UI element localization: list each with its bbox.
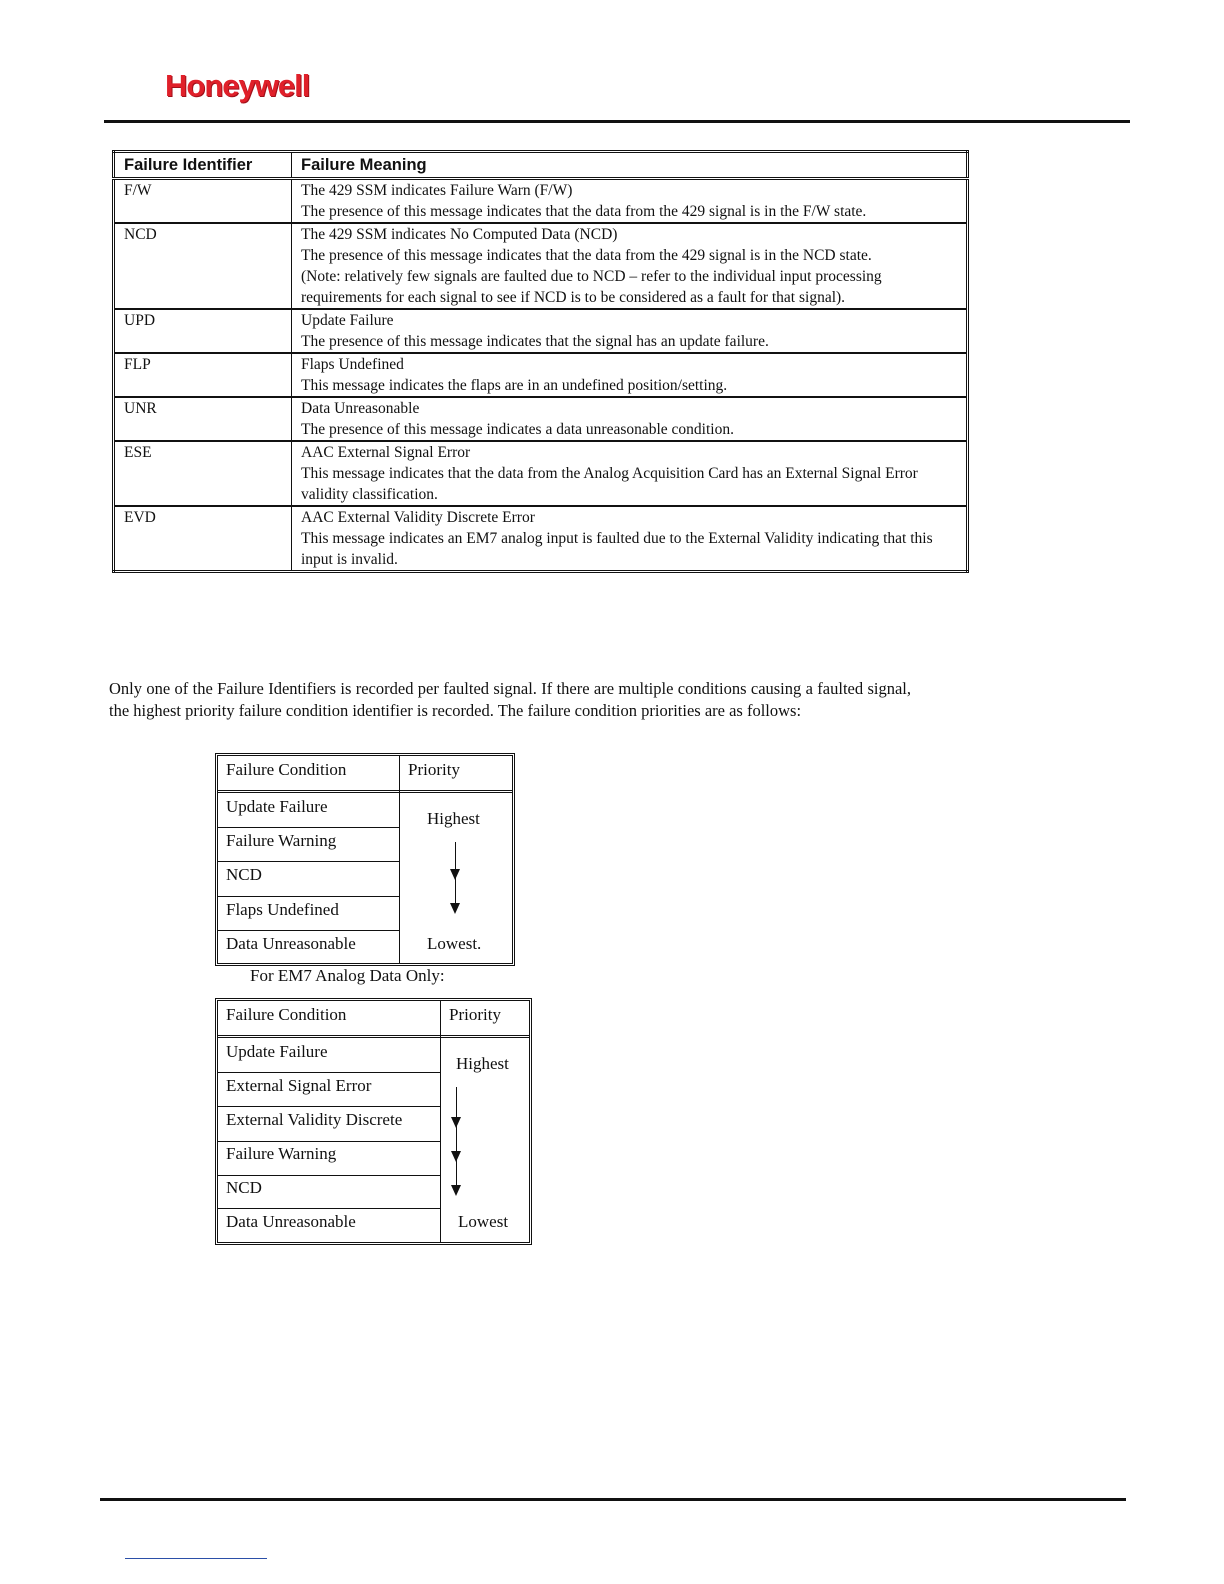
table-row (114, 179, 968, 224)
condition-cell: Data Unreasonable (226, 934, 356, 953)
failure-meaning-cell (292, 353, 968, 397)
em7-caption: For EM7 Analog Data Only: (250, 966, 445, 985)
failure-id-cell: UPD (114, 309, 292, 353)
condition-cell: Flaps Undefined (226, 900, 339, 919)
column-header-priority: Priority (408, 760, 460, 779)
footnote-separator (125, 1558, 267, 1559)
column-header-failure-condition: Failure Condition (226, 1005, 347, 1024)
meaning-line: The presence of this message indicates that the signal has an update failure. (301, 333, 769, 350)
table-row (114, 397, 968, 441)
failure-id-cell: FLP (114, 353, 292, 397)
priority-arrow (456, 1087, 457, 1187)
meaning-line: The presence of this message indicates that the data from the 429 signal is in the F/W state. (301, 203, 867, 220)
table-row (114, 309, 968, 353)
meaning-note: (Note: relatively few signals are faulted due to NCD – refer to the individual input processing requirements for each signal to see if NCD is to be considered as a fault for that signal). (301, 268, 882, 306)
table-row (114, 223, 968, 309)
priority-lowest-label: Lowest. (427, 934, 482, 953)
condition-cell: NCD (226, 865, 262, 884)
failure-identifier-table (112, 150, 969, 573)
failure-meaning-cell (292, 309, 968, 353)
priority-highest-label: Highest (456, 1054, 509, 1073)
condition-cell: External Validity Discrete (226, 1110, 403, 1129)
column-header-meaning: Failure Meaning (292, 152, 968, 179)
header-rule (104, 120, 1130, 123)
condition-cell: Update Failure (226, 797, 328, 816)
column-header-failure-condition: Failure Condition (226, 760, 347, 779)
honeywell-logo: Honeywell (165, 68, 310, 103)
meaning-line: The 429 SSM indicates No Computed Data (NCD) (301, 226, 618, 243)
table-row (114, 353, 968, 397)
table-header-row (114, 152, 968, 179)
arrow-head-icon (450, 903, 460, 914)
table-row (114, 506, 968, 572)
arrow-head-icon (451, 1185, 461, 1196)
failure-meaning-cell (292, 223, 968, 309)
failure-meaning-cell (292, 441, 968, 506)
column-header-identifier: Failure Identifier (114, 152, 292, 179)
condition-cell: Failure Warning (226, 1144, 337, 1163)
meaning-line: The presence of this message indicates a data unreasonable condition. (301, 421, 734, 438)
arrow-head-icon (450, 869, 460, 880)
failure-meaning-cell (292, 397, 968, 441)
table-row (114, 441, 968, 506)
failure-id-cell: ESE (114, 441, 292, 506)
arrow-head-icon (451, 1117, 461, 1128)
meaning-line: AAC External Signal Error (301, 444, 471, 461)
meaning-line: AAC External Validity Discrete Error (301, 509, 535, 526)
priority-table-em7 (215, 998, 532, 1245)
arrow-head-icon (451, 1151, 461, 1162)
meaning-line: Update Failure (301, 312, 394, 329)
meaning-line: Flaps Undefined (301, 356, 404, 373)
priority-explanation-paragraph: Only one of the Failure Identifiers is recorded per faulted signal. If there are multiple conditions causing a faulted signal, the highest priority failure condition identifier is recorded. The failure condition priorities are as follows: (109, 679, 911, 720)
condition-cell: Data Unreasonable (226, 1212, 356, 1231)
meaning-line: Data Unreasonable (301, 400, 420, 417)
meaning-line: This message indicates an EM7 analog input is faulted due to the External Validity indicating that this input is invalid. (301, 530, 933, 568)
meaning-line: This message indicates the flaps are in an undefined position/setting. (301, 377, 728, 394)
failure-meaning-cell (292, 506, 968, 572)
meaning-line: This message indicates that the data from the Analog Acquisition Card has an External Signal Error validity classification. (301, 465, 918, 503)
condition-cell: Update Failure (226, 1042, 328, 1061)
priority-table (215, 753, 515, 966)
failure-id-cell: NCD (114, 223, 292, 309)
condition-cell: NCD (226, 1178, 262, 1197)
meaning-line: The 429 SSM indicates Failure Warn (F/W) (301, 182, 573, 199)
priority-lowest-label: Lowest (458, 1212, 509, 1231)
failure-id-cell: EVD (114, 506, 292, 572)
failure-id-cell: F/W (114, 179, 292, 224)
priority-highest-label: Highest (427, 809, 480, 828)
footer-rule (100, 1498, 1126, 1501)
failure-meaning-cell (292, 179, 968, 224)
condition-cell: Failure Warning (226, 831, 337, 850)
condition-cell: External Signal Error (226, 1076, 372, 1095)
meaning-line: The presence of this message indicates that the data from the 429 signal is in the NCD state. (301, 247, 872, 264)
column-header-priority: Priority (449, 1005, 501, 1024)
failure-id-cell: UNR (114, 397, 292, 441)
